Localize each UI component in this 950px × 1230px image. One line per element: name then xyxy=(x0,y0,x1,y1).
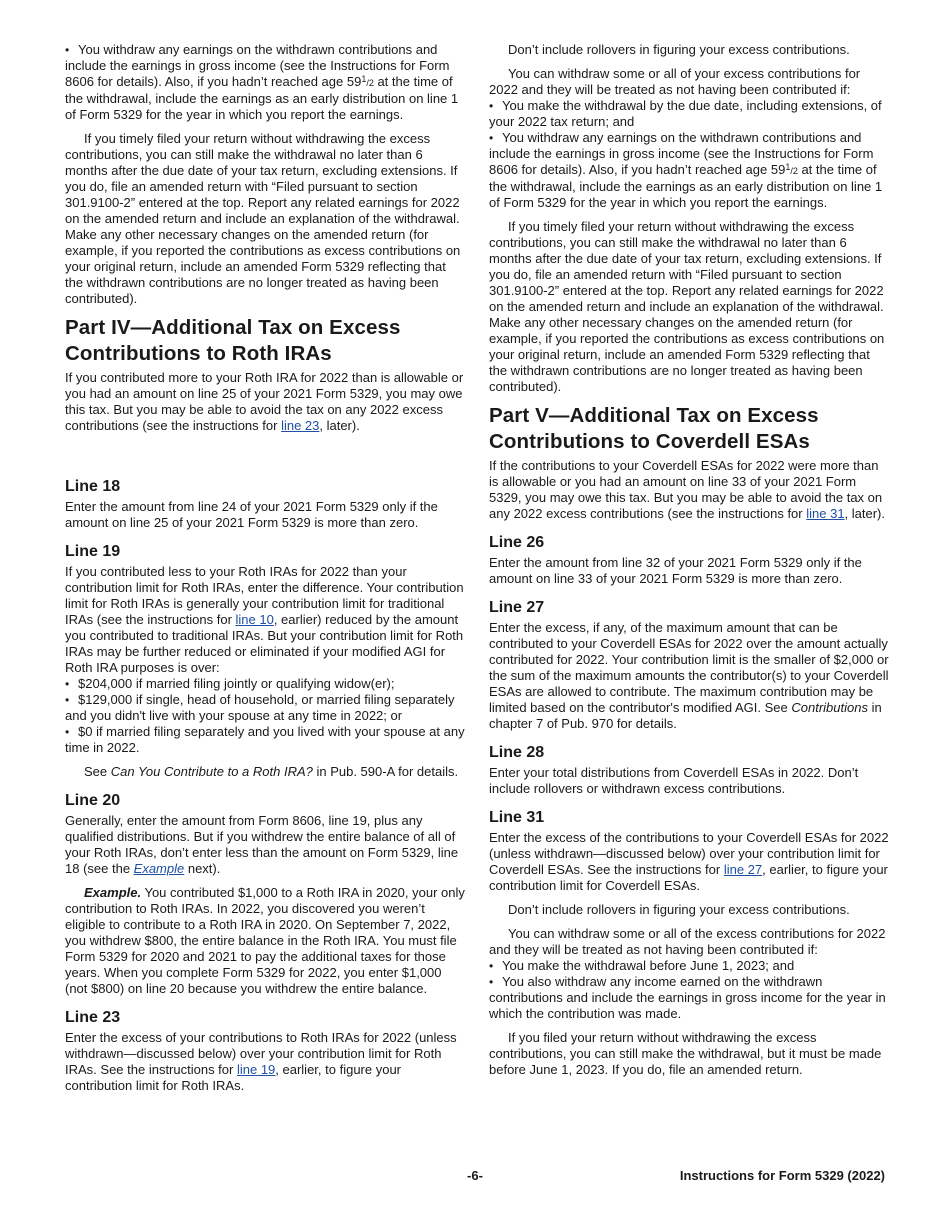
page-number: -6- xyxy=(467,1168,483,1183)
part5-intro: If the contributions to your Coverdell ESAs for 2022 were more than is allowable or you had an amount on line 33 of your 2021 Form 5329, you may owe this tax. But you may be able to avoid the tax on any 2022 excess contributions (see the instructions for line 31, later). xyxy=(489,458,886,521)
link-example[interactable]: Example xyxy=(133,861,185,876)
paragraph-timely-filed: If you timely filed your return without withdrawing the excess contributions, you can still make the withdrawal no later than 6 months after the due date of your tax return, excluding extensions. If you do, file an amended return with “Filed pursuant to section 301.9100-2” entered at the top. Report any related earnings for 2022 on the amended return and include an explanation of the withdrawal. Make any other necessary changes on the amended return (for example, if you reported the contributions as excess contributions on your original return, include an amended Form 5329 reflecting that the withdrawn contributions are no longer treated as having been contributed). xyxy=(65,131,461,306)
line20-heading: Line 20 xyxy=(65,792,121,809)
bullet-zero: • $0 if married filing separately and you lived with your spouse at any time in 2022. xyxy=(65,724,465,756)
paragraph-filed-without: If you filed your return without withdrawing the excess contributions, you can still make the withdrawal, but it must be made before June 1, 2023. If you do, file an amended return. xyxy=(489,1030,882,1077)
paragraph-rollovers: Don’t include rollovers in figuring your excess contributions. xyxy=(508,42,850,57)
part4-heading: Part IV—Additional Tax on Excess Contributions to Roth IRAs xyxy=(65,316,401,365)
bullet-earnings: • You withdraw any earnings on the withdrawn contributions and include the earnings in gross income (see the Instructions for Form 8606 for details). Also, if you hadn’t reached age $59^1/2$ at the time of the withdrawal, include the earnings as an early distribution on line 1 of Form 5329 for the year in which you report the earnings. xyxy=(65,42,465,123)
line27-text: Enter the excess, if any, of the maximum amount that can be contributed to your Coverdell ESAs for 2022 over the amount actually contributed for 2022. Your contribution limit is the smaller of $2,000 or the sum of the maximum amounts the contributor(s) to your Coverdell ESAs are allowed to contribute. The maximum contribution may be limited based on the contributor's modified AGI. See Contributions in chapter 7 of Pub. 970 for details. xyxy=(489,620,889,731)
bullet-income-earned: • You also withdraw any income earned on the withdrawn contributions and include the earnings in gross income for the year in which the contribution was made. xyxy=(489,974,889,1022)
line28-heading: Line 28 xyxy=(489,744,545,761)
line18-text: Enter the amount from line 24 of your 2021 Form 5329 only if the amount on line 25 of your 2021 Form 5329 is more than zero. xyxy=(65,499,438,530)
example-paragraph: Example. You contributed $1,000 to a Roth IRA in 2020, your only contribution to Roth IRAs. In 2022, you discovered you weren’t eligible to contribute to a Roth IRA in 2020. On September 7, 2022, you withdrew $800, the entire balance in the Roth IRA. You must file Form 5329 for 2020 and 2021 to pay the additional taxes for those years. When you complete Form 5329 for 2022, you enter $1,000 (not $800) on line 20 because you withdrew the entire balance. xyxy=(65,885,465,996)
bullet-earnings: • You withdraw any earnings on the withdrawn contributions and include the earnings in gross income (see the Instructions for Form 8606 for details). Also, if you hadn’t reached age $59^1/2$ at the time of the withdrawal, include the earnings as an early distribution on line 1 of Form 5329 for the year in which you report the earnings. xyxy=(489,130,889,211)
right-column xyxy=(489,42,889,1086)
line23-text: Enter the excess of your contributions to Roth IRAs for 2022 (unless withdrawn—discussed below) over your contribution limit for Roth IRAs. See the instructions for line 19, earlier, to figure your contribution limit for Roth IRAs. xyxy=(65,1030,457,1093)
paragraph-timely-filed: If you timely filed your return without withdrawing the excess contributions, you can still make the withdrawal no later than 6 months after the due date of your tax return, excluding extensions. If you do, file an amended return with “Filed pursuant to section 301.9100-2” entered at the top. Report any related earnings for 2022 on the amended return and include an explanation of the withdrawal. Make any other necessary changes on the amended return (for example, if you reported the contributions as excess contributions on your original return, include an amended Form 5329 reflecting that the withdrawn contributions are no longer treated as having been contributed). xyxy=(489,219,885,394)
link-line-19[interactable]: line 19 xyxy=(236,1062,276,1077)
line28-text: Enter your total distributions from Coverdell ESAs in 2022. Don’t include rollovers or withdrawn excess contributions. xyxy=(489,765,859,796)
paragraph-rollovers-2: Don’t include rollovers in figuring your excess contributions. xyxy=(508,902,850,917)
line26-text: Enter the amount from line 32 of your 2021 Form 5329 only if the amount on line 33 of your 2021 Form 5329 is more than zero. xyxy=(489,555,862,586)
bullet-129000: • $129,000 if single, head of household, or married filing separately and you didn't live with your spouse at any time in 2022; or xyxy=(65,692,465,724)
bullet-204000: • $204,000 if married filing jointly or qualifying widow(er); xyxy=(65,676,465,692)
line26-heading: Line 26 xyxy=(489,534,545,551)
bullet-june-1: • You make the withdrawal before June 1, 2023; and xyxy=(489,958,889,974)
line18-heading: Line 18 xyxy=(65,478,121,495)
part4-intro: If you contributed more to your Roth IRA for 2022 than is allowable or you had an amount on line 25 of your 2021 Form 5329, you may owe this tax. But you may be able to avoid the tax on any 2022 excess contributions (see the instructions for line 23, later). xyxy=(65,370,464,433)
link-line-27[interactable]: line 27 xyxy=(723,862,763,877)
paragraph-withdraw-2: You can withdraw some or all of the excess contributions for 2022 and they will be treated as not having been contributed if: xyxy=(489,926,886,957)
line31-text: Enter the excess of the contributions to your Coverdell ESAs for 2022 (unless withdrawn—discussed below) over your contribution limit for Coverdell ESAs. See the instructions for line 27, earlier, to figure your contribution limit for Coverdell ESAs. xyxy=(489,830,889,893)
line19-see-also: See Can You Contribute to a Roth IRA? in Pub. 590-A for details. xyxy=(84,764,459,779)
document-title: Instructions for Form 5329 (2022) xyxy=(679,1168,885,1183)
link-line-31[interactable]: line 31 xyxy=(806,506,845,521)
line23-heading: Line 23 xyxy=(65,1009,121,1026)
part5-heading: Part V—Additional Tax on Excess Contributions to Coverdell ESAs xyxy=(489,404,819,453)
line19-heading: Line 19 xyxy=(65,543,121,560)
left-column xyxy=(65,42,465,1102)
line27-heading: Line 27 xyxy=(489,599,545,616)
line20-text: Generally, enter the amount from Form 8606, line 19, plus any qualified distributions. But if you withdrew the entire balance of all of your Roth IRAs, don’t enter less than the amount on Form 5329, line 18 (see the Example next). xyxy=(65,813,459,876)
paragraph-withdraw: You can withdraw some or all of your excess contributions for 2022 and they will be treated as not having been contributed if: xyxy=(489,66,861,97)
line19-text: If you contributed less to your Roth IRAs for 2022 than your contribution limit for Roth IRAs, enter the difference. Your contribution limit for Roth IRAs is generally your contribution limit for traditional IRAs (see the instructions for line 10, earlier) reduced by the amount you contributed to traditional IRAs. But your contribution limit for Roth IRAs may be further reduced or eliminated if your modified AGI for Roth IRA purposes is over: xyxy=(65,564,464,675)
link-line-23[interactable]: line 23 xyxy=(281,418,320,433)
link-line-10[interactable]: line 10 xyxy=(235,612,274,627)
line31-heading: Line 31 xyxy=(489,809,545,826)
bullet-due-date: • You make the withdrawal by the due date, including extensions, of your 2022 tax return; and xyxy=(489,98,889,130)
